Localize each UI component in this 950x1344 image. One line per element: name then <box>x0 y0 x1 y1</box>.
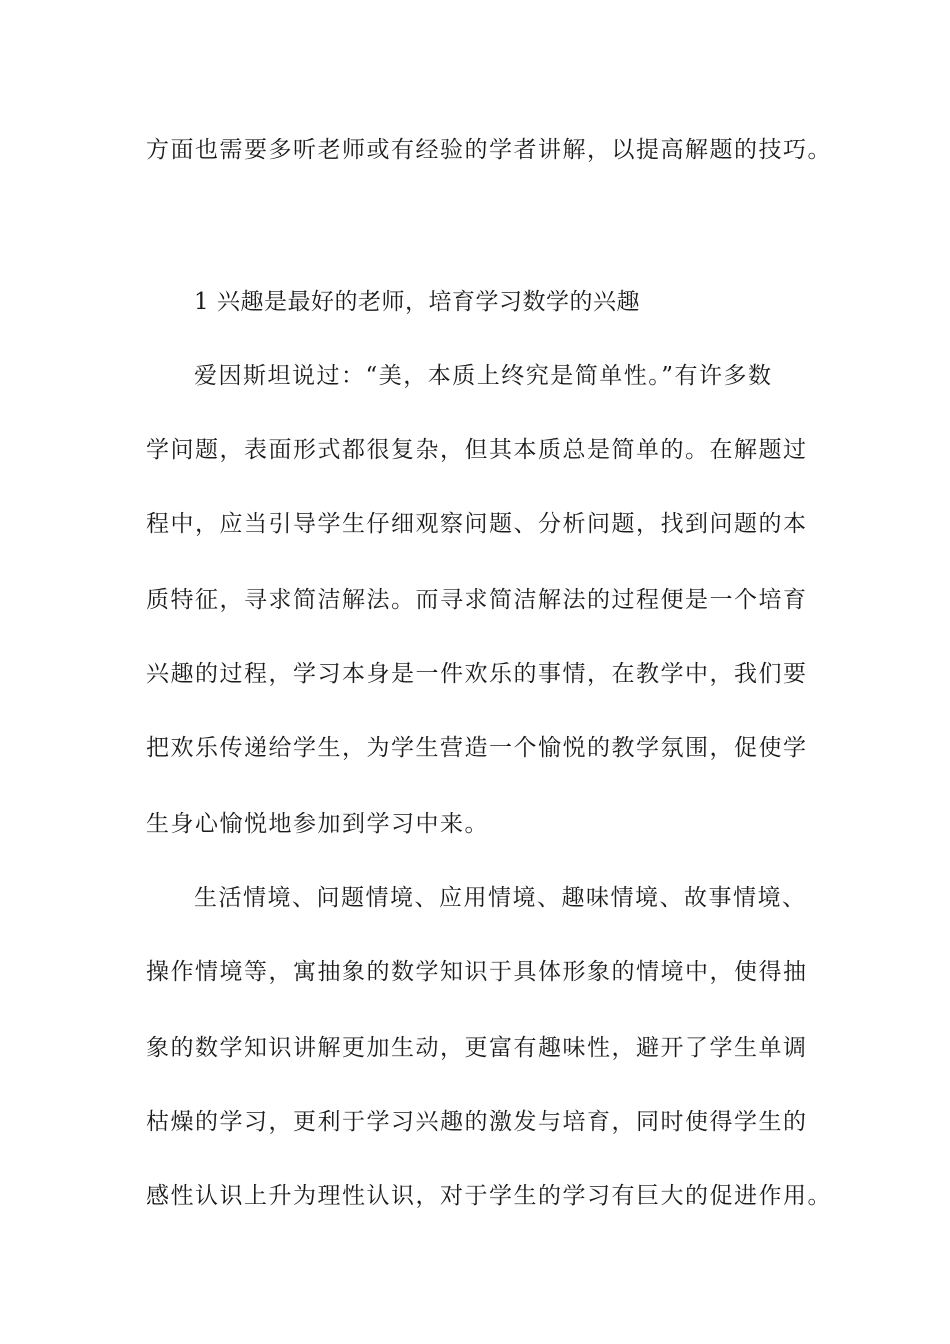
paragraph-2-line-5: 感性认识上升为理性认识，对于学生的学习有巨大的促进作用。 <box>146 1183 832 1209</box>
paragraph-1-line-5: 兴趣的过程，学习本身是一件欢乐的事情，在教学中，我们要 <box>146 661 808 687</box>
paragraph-1-line-3: 程中，应当引导学生仔细观察问题、分析问题，找到问题的本 <box>146 511 808 537</box>
paragraph-2-line-1: 生活情境、问题情境、应用情境、趣味情境、故事情境、 <box>194 885 807 911</box>
paragraph-1-line-2: 学问题，表面形式都很复杂，但其本质总是简单的。在解题过 <box>146 437 808 463</box>
paragraph-2-line-3: 象的数学知识讲解更加生动，更富有趣味性，避开了学生单调 <box>146 1035 808 1061</box>
paragraph-continuation-line: 方面也需要多听老师或有经验的学者讲解，以提高解题的技巧。 <box>146 137 832 163</box>
section-heading: 1 兴趣是最好的老师，培育学习数学的兴趣 <box>194 289 640 315</box>
paragraph-2-line-4: 枯燥的学习，更利于学习兴趣的激发与培育，同时使得学生的 <box>146 1109 808 1135</box>
paragraph-2-line-2: 操作情境等，寓抽象的数学知识于具体形象的情境中，使得抽 <box>146 959 808 985</box>
paragraph-1-line-7: 生身心愉悦地参加到学习中来。 <box>146 811 489 837</box>
paragraph-1-line-6: 把欢乐传递给学生，为学生营造一个愉悦的教学氛围，促使学 <box>146 735 808 761</box>
paragraph-1-line-1: 爱因斯坦说过：“美，本质上终究是简单性。”有许多数 <box>194 363 773 389</box>
paragraph-1-line-4: 质特征，寻求简洁解法。而寻求简洁解法的过程便是一个培育 <box>146 587 808 613</box>
